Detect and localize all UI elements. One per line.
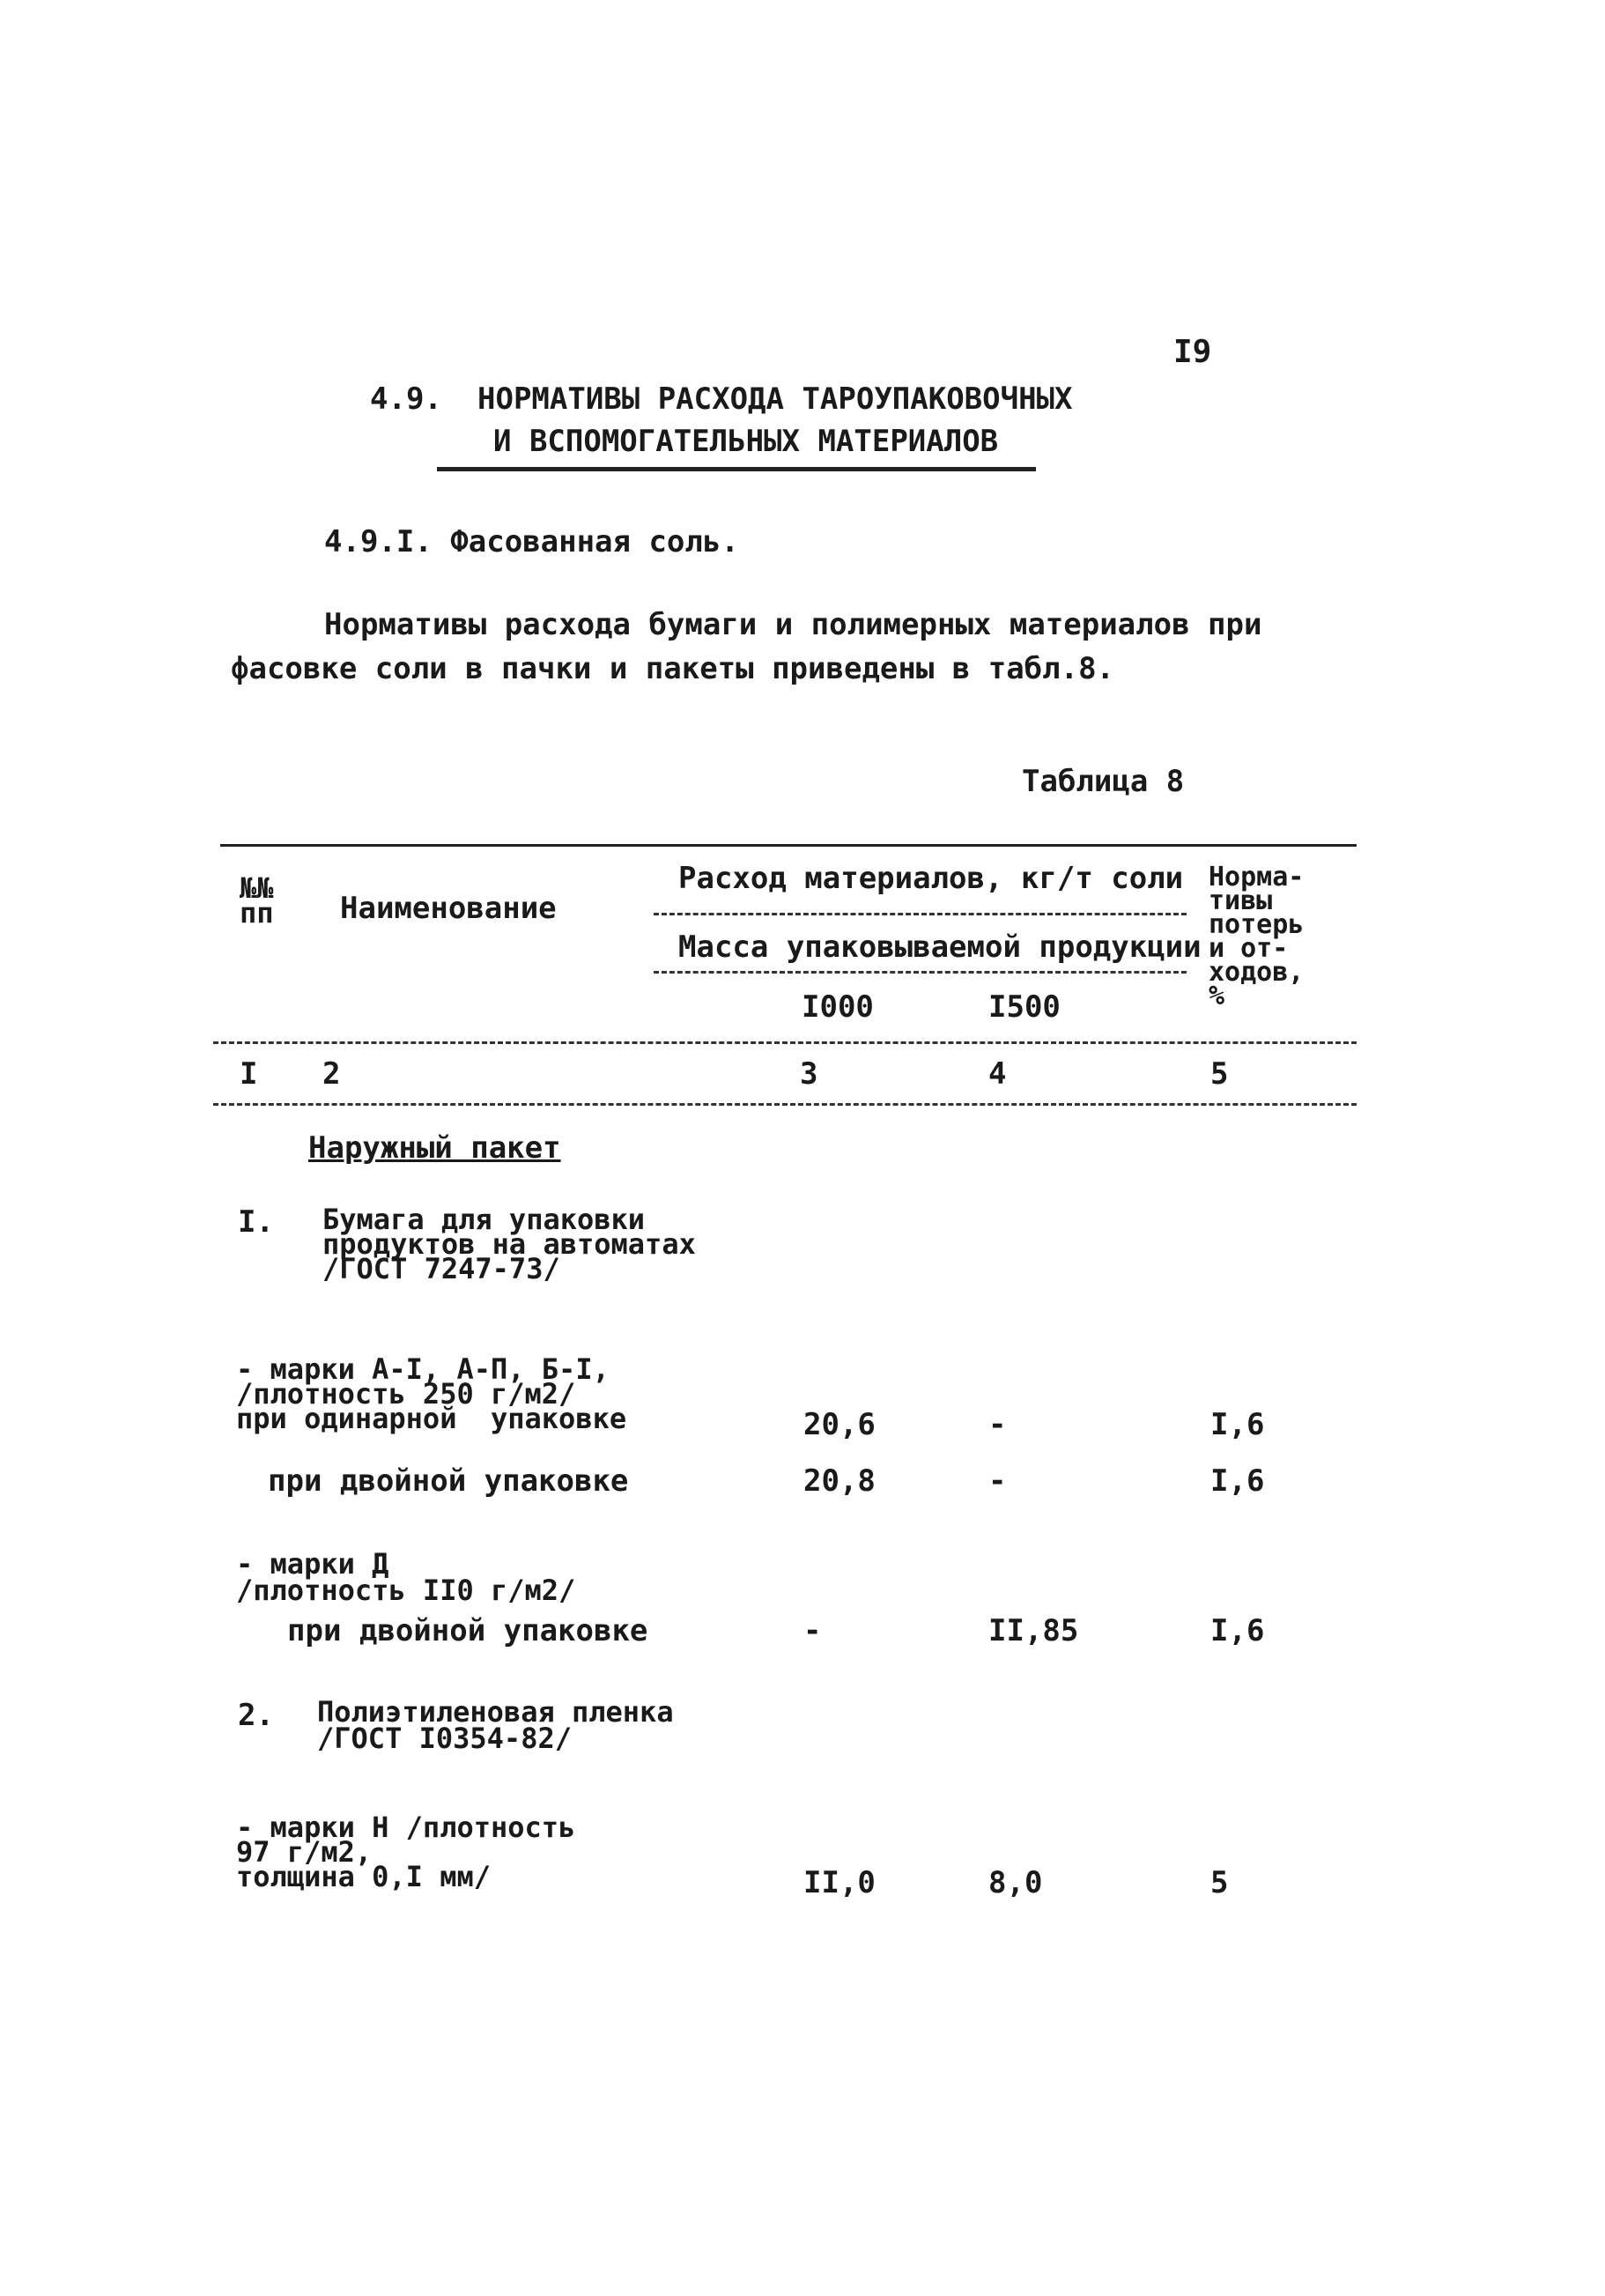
col-index-1: I	[240, 1056, 258, 1092]
sub2b-name: при двойной упаковке	[287, 1613, 648, 1648]
sub1b-name: при двойной упаковке	[268, 1463, 629, 1499]
header-group-title: Расход материалов, кг/т соли	[678, 861, 1184, 896]
sub1b-col4: -	[988, 1463, 1007, 1499]
sub1-name: - марки А-I, А-П, Б-I, /плотность 250 г/м2/ при одинарной упаковке	[236, 1352, 627, 1435]
item1-name: Бумага для упаковки продуктов на автоматах /ГОСТ 7247-73/	[322, 1203, 696, 1285]
subgroup-rule	[654, 971, 1187, 974]
table-caption: Таблица 8	[1022, 764, 1185, 799]
item2-number: 2.	[238, 1698, 274, 1733]
sub3-col4: 8,0	[988, 1865, 1043, 1900]
sub1b-col3: 20,8	[803, 1463, 876, 1499]
item1-number: I.	[238, 1204, 274, 1240]
paragraph-line-2: фасовке соли в пачки и пакеты приведены в табл.8.	[231, 651, 1115, 686]
header-col-norms: Норма- тивы потерь и от- ходов, %	[1209, 862, 1305, 1011]
sub3-name: - марки Н /плотность 97 г/м2, толщина 0,I мм/	[236, 1811, 576, 1893]
col-index-4: 4	[988, 1056, 1007, 1092]
sub3-col3: II,0	[803, 1865, 876, 1900]
sub1-col5: I,6	[1210, 1407, 1265, 1442]
subsection-title: 4.9.I. Фасованная соль.	[324, 524, 739, 559]
index-row-rule	[213, 1103, 1357, 1106]
col-index-3: 3	[800, 1056, 818, 1092]
header-mass-1000: I000	[802, 989, 874, 1025]
sub2b-col4: II,85	[988, 1613, 1079, 1648]
header-bottom-rule	[213, 1041, 1357, 1044]
group-rule	[654, 913, 1187, 915]
header-col-num: №№ пп	[240, 871, 274, 930]
table-section-heading: Наружный пакет	[308, 1130, 561, 1166]
sub2b-col3: -	[803, 1613, 822, 1648]
sub1-col4: -	[988, 1407, 1007, 1442]
sub1-col3: 20,6	[803, 1407, 876, 1442]
item2-name: Полиэтиленовая пленка /ГОСТ I0354-82/	[317, 1695, 674, 1755]
col-index-5: 5	[1210, 1056, 1229, 1092]
sub3-col5: 5	[1210, 1865, 1229, 1900]
sub2-name: - марки Д /плотность II0 г/м2/	[236, 1547, 576, 1607]
paragraph-line-1: Нормативы расхода бумаги и полимерных материалов при	[324, 607, 1262, 642]
col-index-2: 2	[322, 1056, 341, 1092]
page-number: I9	[1173, 334, 1212, 370]
section-number: 4.9.	[370, 381, 442, 417]
sub1b-col5: I,6	[1210, 1463, 1265, 1499]
section-title-line1: НОРМАТИВЫ РАСХОДА ТАРОУПАКОВОЧНЫХ	[477, 381, 1073, 417]
header-col-name: Наименование	[340, 891, 557, 926]
table-top-rule	[220, 844, 1357, 847]
sub2b-col5: I,6	[1210, 1613, 1265, 1648]
section-title-line2: И ВСПОМОГАТЕЛЬНЫХ МАТЕРИАЛОВ	[493, 424, 999, 459]
header-mass-1500: I500	[988, 989, 1061, 1025]
title-underline	[437, 467, 1036, 471]
header-subgroup-title: Масса упаковываемой продукции	[678, 930, 1202, 965]
